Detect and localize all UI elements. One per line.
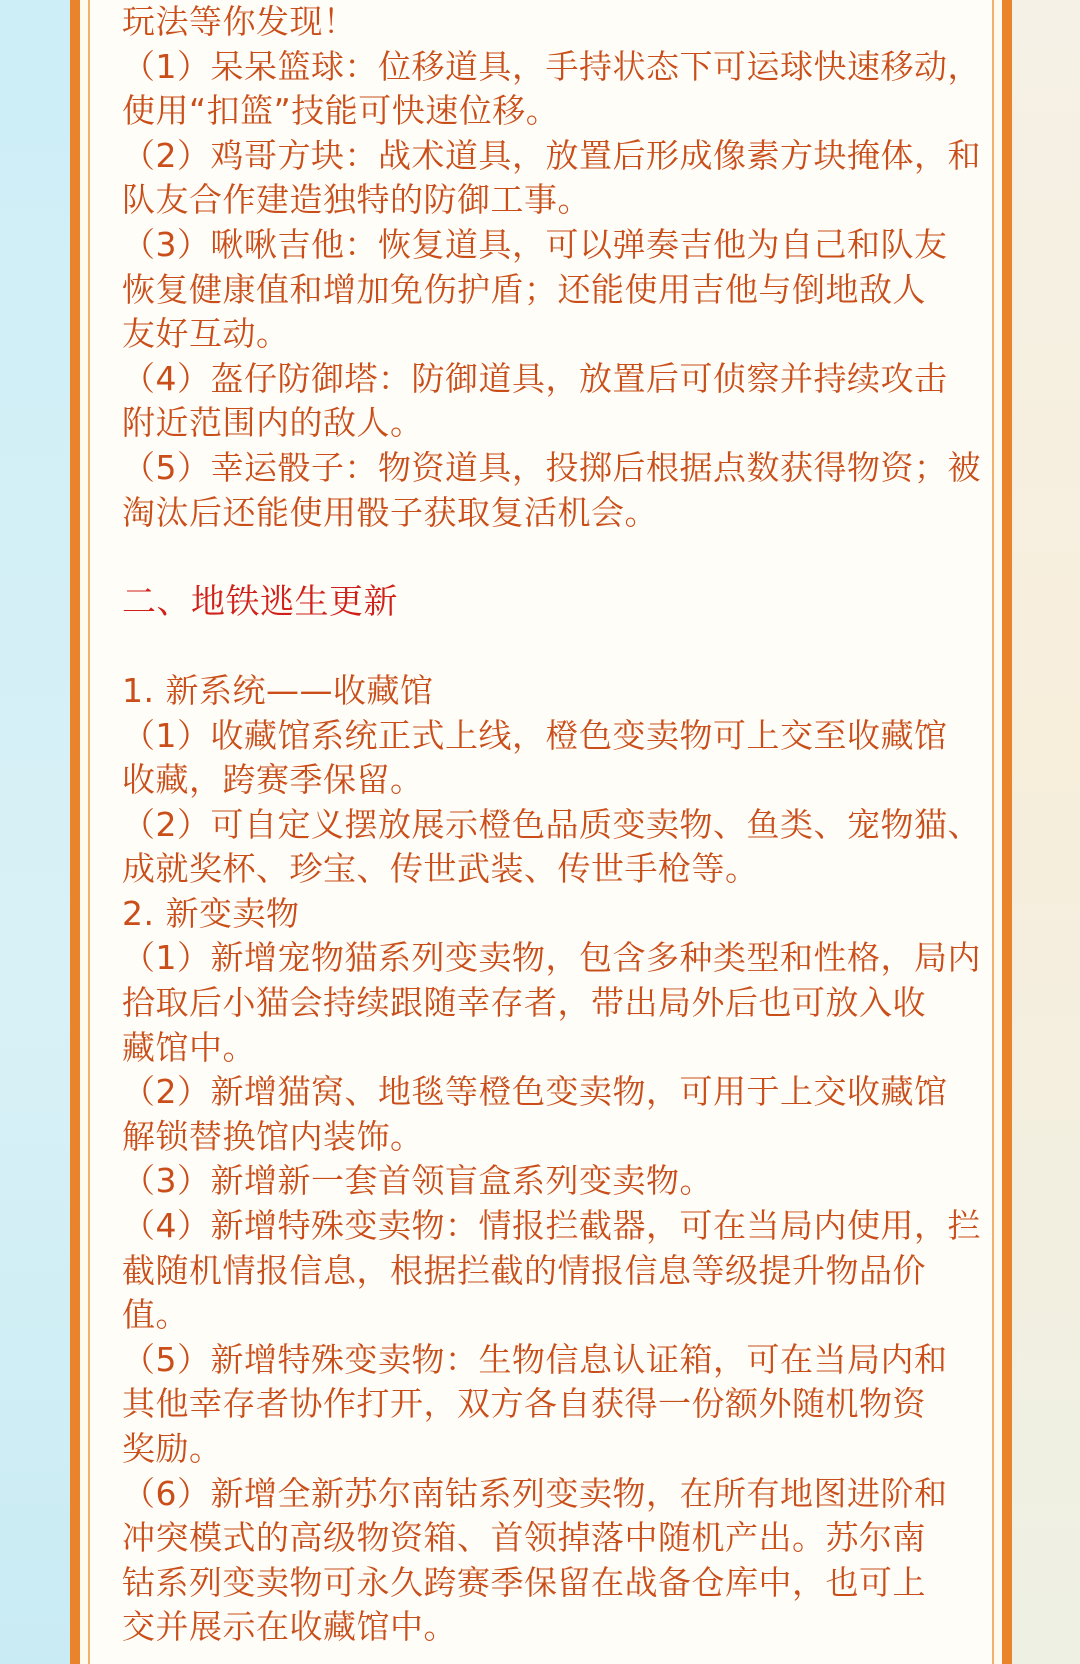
text-line: （5）幸运骰子：物资道具，投掷后根据点数获得物资；被 bbox=[122, 447, 981, 487]
text-line: 值。 bbox=[122, 1295, 189, 1335]
text-line: 拾取后小猫会持续跟随幸存者，带出局外后也可放入收 bbox=[122, 983, 926, 1023]
text-line: 淘汰后还能使用骰子获取复活机会。 bbox=[122, 492, 658, 532]
text-line: （5）新增特殊变卖物：生物信息认证箱，可在当局内和 bbox=[122, 1339, 948, 1379]
text-line: 截随机情报信息，根据拦截的情报信息等级提升物品价 bbox=[122, 1250, 926, 1290]
text-line: 冲突模式的高级物资箱、首领掉落中随机产出。苏尔南 bbox=[122, 1518, 926, 1558]
text-line: （6）新增全新苏尔南钴系列变卖物，在所有地图进阶和 bbox=[122, 1473, 948, 1513]
text-line: （2）新增猫窝、地毯等橙色变卖物，可用于上交收藏馆 bbox=[122, 1072, 948, 1112]
text-line: （2）可自定义摆放展示橙色品质变卖物、鱼类、宠物猫、 bbox=[122, 804, 981, 844]
text-line: 藏馆中。 bbox=[122, 1027, 256, 1067]
text-line: 解锁替换馆内装饰。 bbox=[122, 1116, 424, 1156]
text-line: 使用“扣篮”技能可快速位移。 bbox=[122, 91, 560, 131]
article-body bbox=[122, 0, 981, 1650]
text-line: 钴系列变卖物可永久跨赛季保留在战备仓库中，也可上 bbox=[122, 1562, 926, 1602]
text-line: 其他幸存者协作打开，双方各自获得一份额外随机物资 bbox=[122, 1384, 926, 1424]
text-line: （3）新增新一套首领盲盒系列变卖物。 bbox=[122, 1161, 713, 1201]
text-line: （4）新增特殊变卖物：情报拦截器，可在当局内使用，拦 bbox=[122, 1206, 981, 1246]
text-line: （1）呆呆篮球：位移道具，手持状态下可运球快速移动， bbox=[122, 46, 981, 86]
text-line: （1）新增宠物猫系列变卖物，包含多种类型和性格，局内 bbox=[122, 938, 981, 978]
text-line: 奖励。 bbox=[122, 1429, 223, 1468]
text-line: （4）盔仔防御塔：防御道具，放置后可侦察并持续攻击 bbox=[122, 358, 948, 398]
text-line: 1. 新系统——收藏馆 bbox=[122, 670, 434, 710]
text-line: 恢复健康值和增加免伤护盾；还能使用吉他与倒地敌人 bbox=[122, 269, 926, 309]
background-left bbox=[0, 0, 70, 1664]
text-line: 成就奖杯、珍宝、传世武装、传世手枪等。 bbox=[122, 849, 759, 889]
text-line: 玩法等你发现！ bbox=[122, 2, 357, 41]
spacer bbox=[122, 535, 968, 580]
text-line: （2）鸡哥方块：战术道具，放置后形成像素方块掩体，和 bbox=[122, 135, 981, 175]
text-line: （1）收藏馆系统正式上线，橙色变卖物可上交至收藏馆 bbox=[122, 715, 948, 755]
text-line: 收藏，跨赛季保留。 bbox=[122, 760, 424, 800]
section-heading: 二、地铁逃生更新 bbox=[122, 581, 398, 622]
spacer bbox=[122, 624, 968, 669]
background-right bbox=[1002, 0, 1080, 1664]
text-line: 2. 新变卖物 bbox=[122, 893, 300, 933]
text-line: （3）啾啾吉他：恢复道具，可以弹奏吉他为自己和队友 bbox=[122, 224, 948, 264]
text-line: 附近范围内的敌人。 bbox=[122, 403, 424, 443]
text-line: 队友合作建造独特的防御工事。 bbox=[122, 180, 591, 220]
text-line: 交并展示在收藏馆中。 bbox=[122, 1607, 457, 1647]
text-line: 友好互动。 bbox=[122, 314, 290, 354]
